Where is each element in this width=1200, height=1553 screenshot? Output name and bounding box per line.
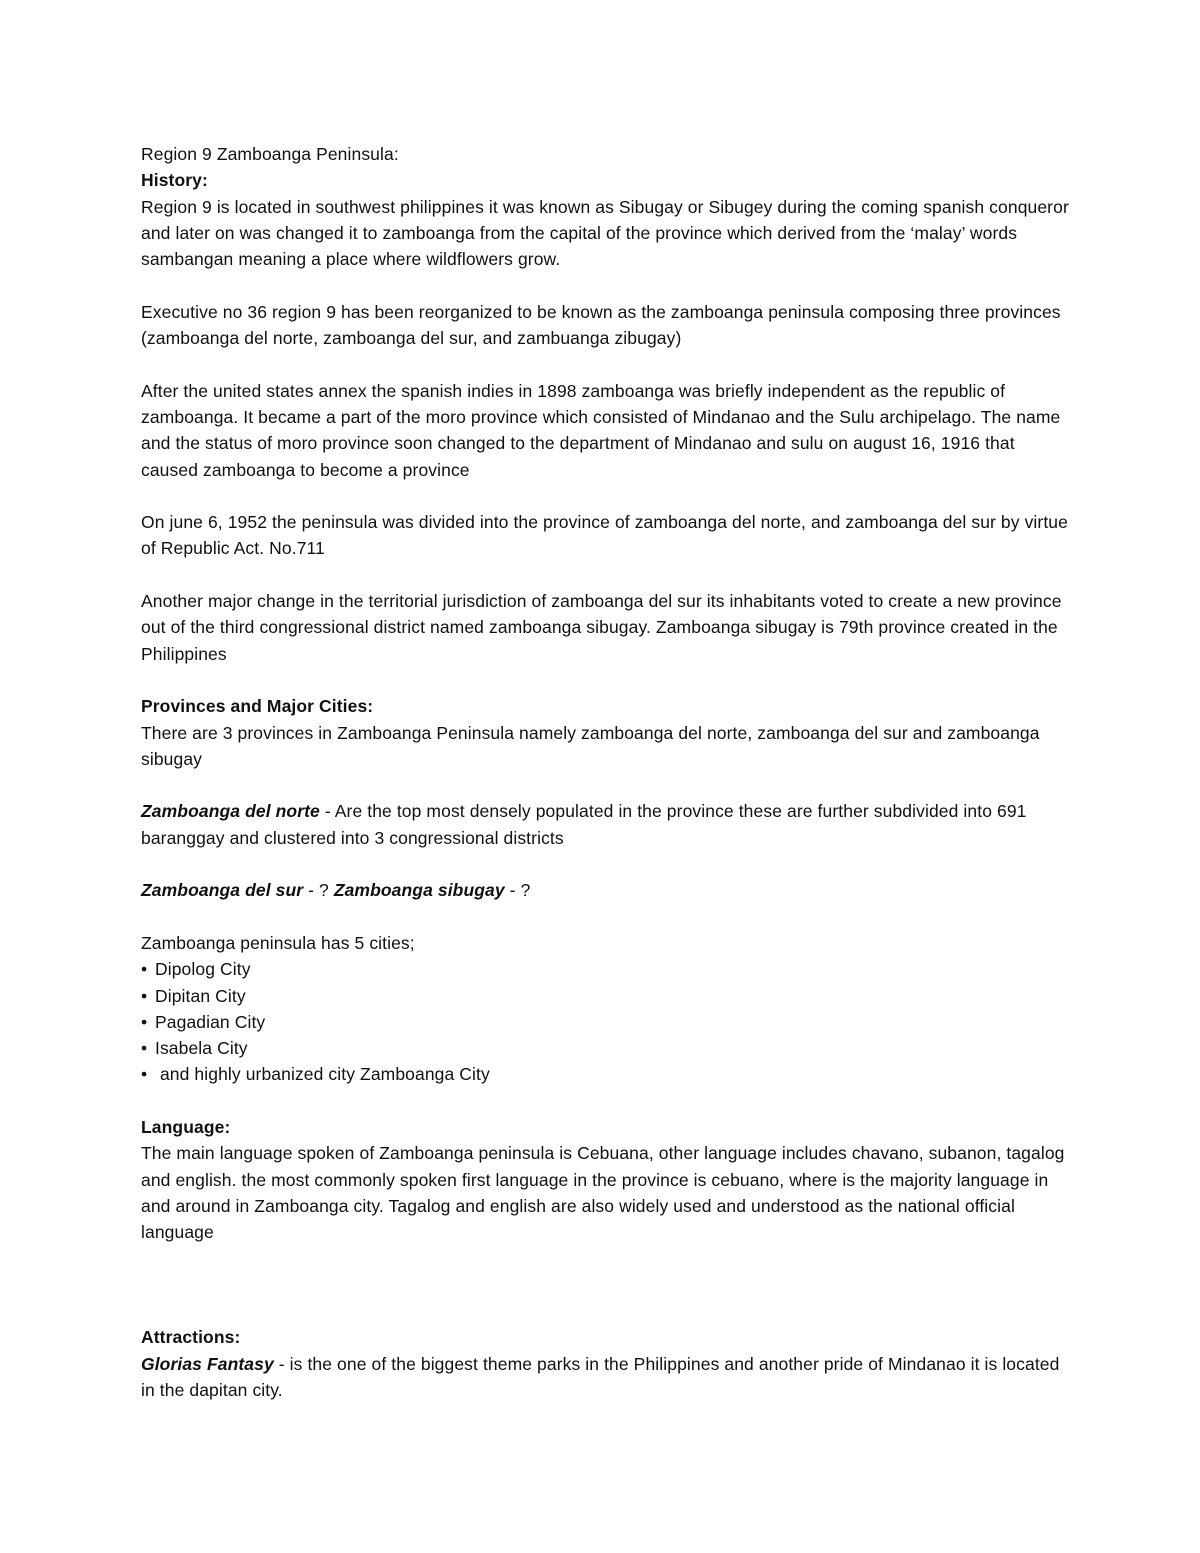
document-body (141, 141, 1071, 1403)
province-norte-name: Zamboanga del norte (141, 801, 320, 822)
list-item (141, 1035, 1071, 1061)
city-name: Pagadian City (155, 1011, 266, 1032)
attraction-glorias-name: Glorias Fantasy (141, 1353, 274, 1374)
city-name: and highly urbanized city Zamboanga City (155, 1064, 490, 1085)
city-name: Dipitan City (155, 985, 246, 1006)
province-sur-name: Zamboanga del sur (141, 880, 304, 901)
province-norte-paragraph (141, 798, 1071, 851)
history-heading: History: (141, 170, 208, 191)
province-sibugay-name: Zamboanga sibugay (333, 880, 505, 901)
province-sur-desc: - ? (303, 880, 334, 901)
province-sibugay-desc: - ? (504, 880, 531, 901)
bullet-icon: • (141, 1038, 148, 1059)
list-item (141, 983, 1071, 1009)
attractions-heading: Attractions: (141, 1327, 241, 1348)
history-paragraph-1: Region 9 is located in southwest philippines it was known as Sibugay or Sibugey during the coming spanish conqueror and later on was changed it to zamboanga from the capital of the province which derived from the ‘malay’ words sambangan meaning a place where wildflowers grow. (141, 196, 1069, 270)
document-title: Region 9 Zamboanga Peninsula: (141, 144, 399, 164)
history-paragraph-2: Executive no 36 region 9 has been reorganized to be known as the zamboanga peninsula composing three provinces (zamboanga del norte, zamboanga del sur, and zambuanga zibugay) (141, 301, 1061, 349)
province-sur-sibugay-paragraph (141, 877, 1071, 903)
cities-intro: Zamboanga peninsula has 5 cities; (141, 932, 415, 953)
bullet-icon: • (141, 959, 148, 980)
history-paragraph-4: On june 6, 1952 the peninsula was divided into the province of zamboanga del norte, and zamboanga del sur by virtue of Republic Act. No.711 (141, 512, 1068, 559)
history-paragraph-5: Another major change in the territorial jurisdiction of zamboanga del sur its inhabitants voted to create a new province out of the third congressional district named zamboanga sibugay. Zamboanga sibugay is 79th province created in the Philippines (141, 591, 1062, 664)
list-item (141, 956, 1071, 982)
list-item (141, 1061, 1071, 1087)
attraction-glorias-paragraph (141, 1351, 1071, 1404)
list-item (141, 1009, 1071, 1035)
provinces-intro: There are 3 provinces in Zamboanga Peninsula namely zamboanga del norte, zamboanga del sur and zamboanga sibugay (141, 722, 1040, 769)
history-paragraph-3: After the united states annex the spanish indies in 1898 zamboanga was briefly independent as the republic of zamboanga. It became a part of the moro province which consisted of Mindanao and the Sulu archipelago. The name and the status of moro province soon changed to the department of Mindanao and sulu on august 16, 1916 that caused zamboanga to become a province (141, 380, 1061, 480)
city-name: Dipolog City (155, 959, 251, 980)
cities-list (141, 956, 1071, 1087)
bullet-icon: • (141, 1064, 148, 1085)
language-heading: Language: (141, 1116, 231, 1137)
bullet-icon: • (141, 1011, 148, 1032)
city-name: Isabela City (155, 1038, 248, 1059)
provinces-heading: Provinces and Major Cities: (141, 696, 374, 717)
bullet-icon: • (141, 985, 148, 1006)
province-norte-desc: - Are the top most densely populated in the province these are further subdivided into 691 baranggay and clustered into 3 congressional districts (141, 801, 1027, 848)
attraction-glorias-desc: - is the one of the biggest theme parks in the Philippines and another pride of Mindanao it is located in the dapitan city. (141, 1353, 1060, 1400)
language-paragraph: The main language spoken of Zamboanga peninsula is Cebuana, other language includes chavano, subanon, tagalog and english. the most commonly spoken first language in the province is cebuano, where is the majority language in and around in Zamboanga city. Tagalog and english are also widely used and understood as the national official language (141, 1143, 1065, 1243)
